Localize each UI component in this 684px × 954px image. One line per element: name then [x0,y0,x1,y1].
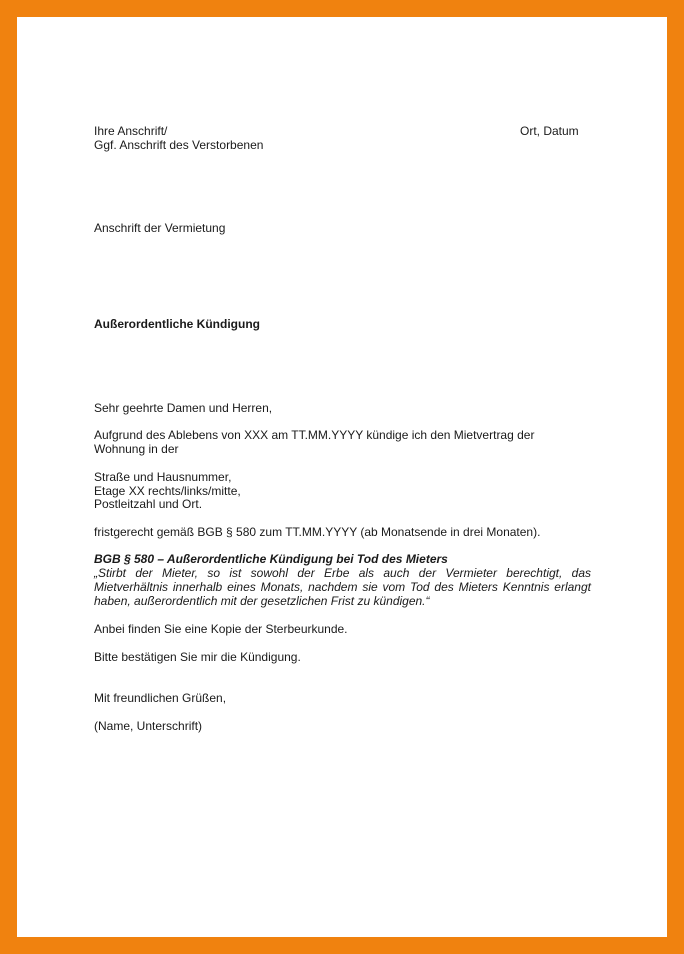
closing: Mit freundlichen Grüßen, [94,691,227,705]
body-paragraph-1-line-1: Aufgrund des Ablebens von XXX am TT.MM.YYYY kündige ich den Mietvertrag der [94,428,535,442]
subject-line: Außerordentliche Kündigung [94,317,260,331]
sender-line-1: Ihre Anschrift/ [94,124,168,138]
address-line-3: Postleitzahl und Ort. [94,497,203,511]
address-line-1: Straße und Hausnummer, [94,470,232,484]
place-date: Ort, Datum [520,124,579,138]
sender-line-2: Ggf. Anschrift des Verstorbenen [94,138,264,152]
body-paragraph-4: Bitte bestätigen Sie mir die Kündigung. [94,650,301,664]
recipient-address: Anschrift der Vermietung [94,221,226,235]
law-quote-line-2: Mietverhältnis innerhalb eines Monats, nachdem sie vom Tod des Mieters Kenntnis erlangt [94,580,591,594]
letter-page [17,17,667,937]
signature-placeholder: (Name, Unterschrift) [94,719,203,733]
body-paragraph-1-line-2: Wohnung in der [94,442,179,456]
address-line-2: Etage XX rechts/links/mitte, [94,484,241,498]
law-heading: BGB § 580 – Außerordentliche Kündigung bei Tod des Mieters [94,552,448,566]
law-quote-line-1: „Stirbt der Mieter, so ist sowohl der Erbe als auch der Vermieter berechtigt, das [94,566,591,580]
law-quote-line-3: haben, außerordentlich mit der gesetzlichen Frist zu kündigen.“ [94,594,430,608]
law-quote [94,566,591,608]
body-paragraph-3: Anbei finden Sie eine Kopie der Sterbeurkunde. [94,622,348,636]
body-paragraph-2: fristgerecht gemäß BGB § 580 zum TT.MM.YYYY (ab Monatsende in drei Monaten). [94,525,541,539]
salutation: Sehr geehrte Damen und Herren, [94,401,273,415]
